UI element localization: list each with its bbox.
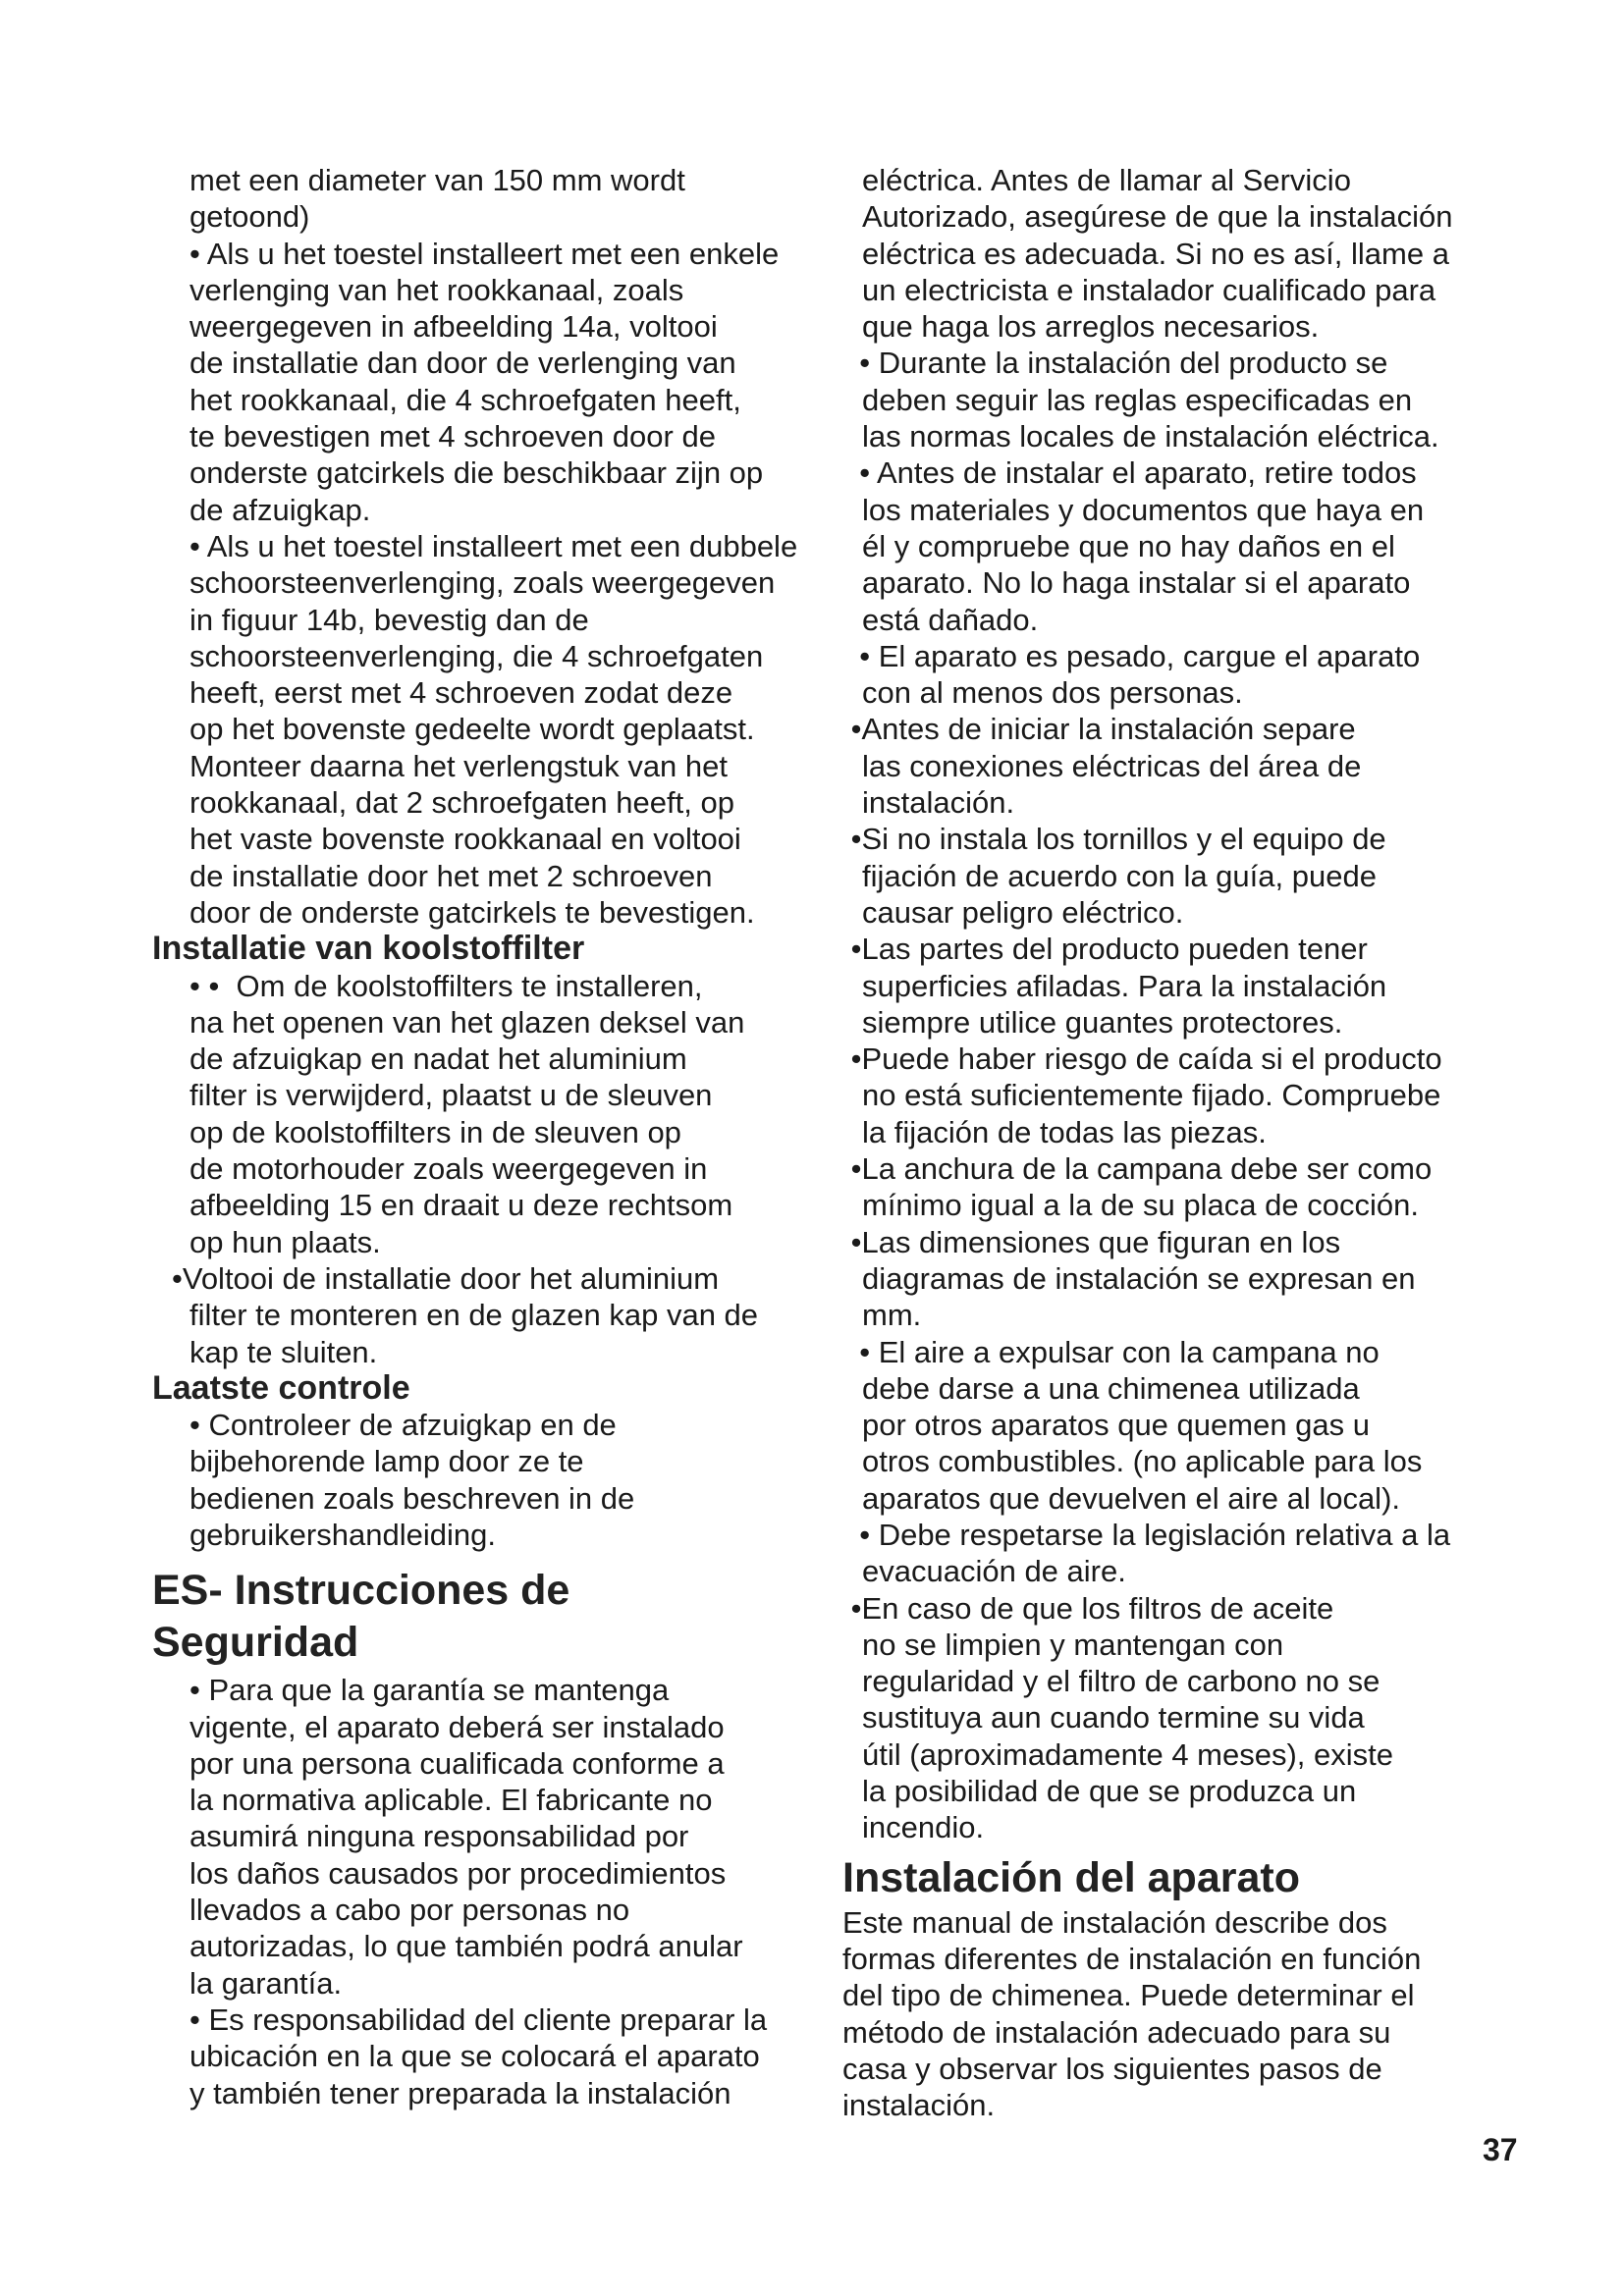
text-line: autorizadas, lo que también podrá anular (189, 1929, 743, 1964)
text-line: •Las dimensiones que figuran en los (842, 1224, 1341, 1259)
text-line: Este manual de instalación describe dos (842, 1904, 1387, 1940)
text-line: la normativa aplicable. El fabricante no (189, 1783, 713, 1818)
text-line: het rookkanaal, die 4 schroefgaten heeft, (189, 382, 741, 417)
text-line: él y compruebe que no hay daños en el (862, 528, 1395, 563)
text-line: instalación. (842, 2088, 996, 2123)
text-line: in figuur 14b, bevestig dan de (189, 602, 589, 637)
text-line: ubicación en la que se colocará el aparato (189, 2039, 760, 2074)
text-line: de installatie dan door de verlenging van (189, 346, 736, 381)
text-line: •Puede haber riesgo de caída si el producto (842, 1041, 1442, 1077)
text-line: op de koolstoffilters in de sleuven op (189, 1114, 681, 1149)
text-line: regularidad y el filtro de carbono no se (862, 1664, 1380, 1699)
text-line: •La anchura de la campana debe ser como (842, 1151, 1433, 1187)
text-line: • Controleer de afzuigkap en de (189, 1408, 617, 1443)
text-line: método de instalación adecuado para su (842, 2014, 1391, 2050)
text-line: mm. (862, 1298, 922, 1333)
text-line: de installatie door het met 2 schroeven (189, 858, 713, 893)
text-line: está dañado. (862, 602, 1039, 637)
text-line: los daños causados por procedimientos (189, 1855, 727, 1891)
text-line: weergegeven in afbeelding 14a, voltooi (189, 309, 718, 345)
text-line: kap te sluiten. (189, 1334, 378, 1369)
text-line: •Antes de iniciar la instalación separe (842, 712, 1356, 747)
text-line: •Si no instala los tornillos y el equipo de (842, 822, 1386, 857)
text-line: op het bovenste gedeelte wordt geplaatst. (189, 712, 755, 747)
text-line: siempre utilice guantes protectores. (862, 1004, 1343, 1040)
text-line: •Voltooi de installatie door het aluminium (172, 1260, 720, 1296)
text-line: sustituya aun cuando termine su vida (862, 1700, 1365, 1735)
text-line: la posibilidad de que se produzca un (862, 1774, 1357, 1809)
text-line: útil (aproximadamente 4 meses), existe (862, 1736, 1394, 1772)
text-line: het vaste bovenste rookkanaal en voltooi (189, 822, 741, 857)
section-heading: Seguridad (152, 1619, 359, 1667)
text-line: debe darse a una chimenea utilizada (862, 1370, 1360, 1406)
text-line: eléctrica. Antes de llamar al Servicio (862, 163, 1351, 197)
text-line: filter te monteren en de glazen kap van de (189, 1298, 759, 1333)
text-line: Monteer daarna het verlengstuk van het (189, 748, 729, 783)
text-line: gebruikershandleiding. (189, 1517, 496, 1552)
text-line: un electricista e instalador cualificado para (862, 272, 1436, 307)
text-line: vigente, el aparato deberá ser instalado (189, 1709, 725, 1744)
text-line: causar peligro eléctrico. (862, 894, 1184, 930)
text-line: eléctrica es adecuada. Si no es así, llame a (862, 236, 1449, 271)
text-line: aparatos que devuelven el aire al local). (862, 1480, 1401, 1516)
text-line: por otros aparatos que quemen gas u (862, 1408, 1371, 1443)
text-line: aparato. No lo haga instalar si el aparato (862, 565, 1411, 601)
text-line: incendio. (862, 1810, 985, 1845)
text-line: formas diferentes de instalación en función (842, 1941, 1422, 1976)
text-line: bedienen zoals beschreven in de (189, 1480, 635, 1516)
text-line: • El aire a expulsar con la campana no (842, 1334, 1380, 1369)
page-number: 37 (1483, 2132, 1518, 2167)
section-subheading: Laatste controle (152, 1368, 410, 1407)
section-heading: Instalación del aparato (842, 1853, 1300, 1901)
text-line: • Para que la garantía se mantenga (189, 1673, 670, 1708)
text-line: op hun plaats. (189, 1224, 381, 1259)
text-line: schoorsteenverlenging, die 4 schroefgaten (189, 638, 764, 673)
text-line: la garantía. (189, 1965, 343, 2001)
text-line: bijbehorende lamp door ze te (189, 1444, 584, 1479)
text-line: que haga los arreglos necesarios. (862, 309, 1320, 345)
text-line: por una persona cualificada conforme a (189, 1745, 725, 1781)
text-line: asumirá ninguna responsabilidad por (189, 1819, 689, 1854)
text-line: •En caso de que los filtros de aceite (842, 1590, 1334, 1626)
text-line: con al menos dos personas. (862, 675, 1243, 711)
text-line: no está suficientemente fijado. Compruebe (862, 1078, 1441, 1113)
text-line: •Las partes del producto pueden tener (842, 932, 1368, 967)
text-line: • Debe respetarse la legislación relativa a la (842, 1517, 1451, 1552)
text-line: superficies afiladas. Para la instalación (862, 968, 1387, 1003)
text-line: te bevestigen met 4 schroeven door de (189, 419, 716, 454)
text-line: otros combustibles. (no aplicable para los (862, 1444, 1423, 1479)
text-line: • • Om de koolstoffilters te installeren, (189, 968, 703, 1003)
text-line: deben seguir las reglas especificadas en (862, 382, 1413, 417)
text-line: fijación de acuerdo con la guía, puede (862, 858, 1377, 893)
text-line: • Als u het toestel installeert met een enkele (189, 236, 780, 271)
text-line: las conexiones eléctricas del área de (862, 748, 1362, 783)
text-line: afbeelding 15 en draait u deze rechtsom (189, 1188, 733, 1223)
text-line: casa y observar los siguientes pasos de (842, 2051, 1382, 2086)
text-line: diagramas de instalación se expresan en (862, 1260, 1416, 1296)
text-line: • Durante la instalación del producto se (842, 346, 1388, 381)
text-line: de afzuigkap en nadat het aluminium (189, 1041, 687, 1077)
right-column (842, 162, 1490, 2123)
text-line: y también tener preparada la instalación (189, 2075, 731, 2110)
text-line: heeft, eerst met 4 schroeven zodat deze (189, 675, 733, 711)
left-column (152, 162, 839, 2111)
text-line: schoorsteenverlenging, zoals weergegeven (189, 565, 776, 601)
text-line: del tipo de chimenea. Puede determinar el (842, 1978, 1415, 2013)
section-subheading: Installatie van koolstoffilter (152, 930, 585, 968)
text-line: Autorizado, asegúrese de que la instalación (862, 199, 1453, 235)
text-line: llevados a cabo por personas no (189, 1893, 630, 1928)
text-line: rookkanaal, dat 2 schroefgaten heeft, op (189, 785, 734, 821)
text-line: los materiales y documentos que haya en (862, 492, 1425, 527)
text-line: filter is verwijderd, plaatst u de sleuven (189, 1078, 713, 1113)
text-line: na het openen van het glazen deksel van (189, 1004, 745, 1040)
text-line: de motorhouder zoals weergegeven in (189, 1151, 708, 1187)
text-line: de afzuigkap. (189, 492, 371, 527)
text-line: • Es responsabilidad del cliente preparar la (189, 2002, 768, 2037)
text-line: evacuación de aire. (862, 1554, 1126, 1589)
text-line: instalación. (862, 785, 1015, 821)
text-line: no se limpien y mantengan con (862, 1627, 1284, 1662)
text-line: verlenging van het rookkanaal, zoals (189, 272, 684, 307)
text-line: • Als u het toestel installeert met een dubbele (189, 528, 798, 563)
text-line: • Antes de instalar el aparato, retire todos (842, 455, 1417, 491)
text-line: las normas locales de instalación eléctrica. (862, 419, 1439, 454)
text-line: door de onderste gatcirkels te bevestigen. (189, 894, 755, 930)
text-line: • El aparato es pesado, cargue el aparato (842, 638, 1421, 673)
text-line: getoond) (189, 199, 310, 235)
section-heading: ES- Instrucciones de (152, 1567, 570, 1615)
text-line: la fijación de todas las piezas. (862, 1114, 1267, 1149)
text-line: mínimo igual a la de su placa de cocción. (862, 1188, 1419, 1223)
text-line: met een diameter van 150 mm wordt (189, 163, 685, 197)
text-line: onderste gatcirkels die beschikbaar zijn op (189, 455, 764, 491)
